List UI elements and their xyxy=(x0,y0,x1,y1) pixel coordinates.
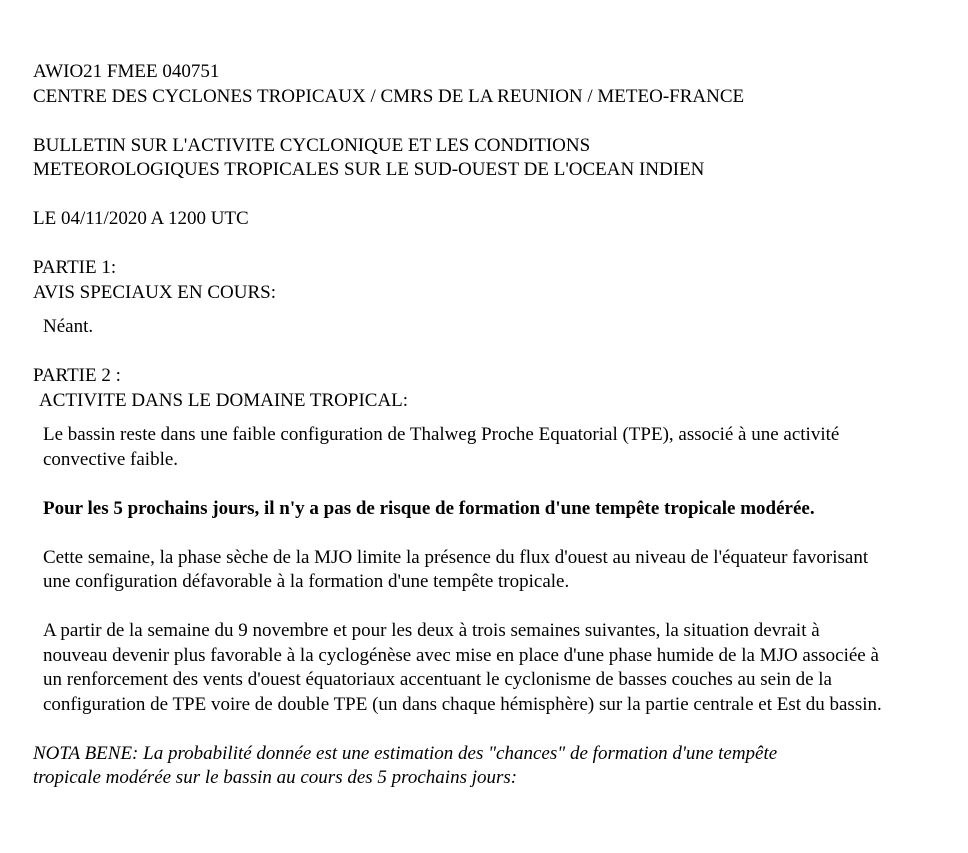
part2-paragraph-mjo-dry: Cette semaine, la phase sèche de la MJO limite la présence du flux d'ouest au niveau de l'équateur favorisant une configuration défavorable à la formation d'une tempête tropicale. xyxy=(43,546,869,592)
part1-heading: PARTIE 1: xyxy=(33,257,117,278)
part1-content: Néant. xyxy=(43,316,94,337)
bulletin-code: AWIO21 FMEE 040751 xyxy=(33,61,220,82)
part2-paragraph-forecast: Pour les 5 prochains jours, il n'y a pas de risque de formation d'une tempête tropicale modérée. xyxy=(43,497,815,519)
part1-subheading: AVIS SPECIAUX EN COURS: xyxy=(33,281,277,303)
part2-heading: PARTIE 2 : xyxy=(33,365,121,386)
part2-paragraph-basin: Le bassin reste dans une faible configuration de Thalweg Proche Equatorial (TPE), associé à une activité convective faible. xyxy=(43,424,840,470)
nota-bene-line-2: tropicale modérée sur le bassin au cours des 5 prochains jours: xyxy=(33,767,518,788)
part2-paragraph-outlook: A partir de la semaine du 9 novembre et pour les deux à trois semaines suivantes, la situation devrait à nouveau devenir plus favorable à la cyclogénèse avec mise en place d'une phase humide de la MJO associée à un renforcement des vents d'ouest équatoriaux accentuant le cyclonisme de basses couches au sein de la configuration de TPE voire de double TPE (un dans chaque hémisphère) sur la partie centrale et Est du bassin. xyxy=(43,620,882,715)
bulletin-title-line-1: BULLETIN SUR L'ACTIVITE CYCLONIQUE ET LES CONDITIONS xyxy=(33,134,591,156)
bulletin-date: LE 04/11/2020 A 1200 UTC xyxy=(33,208,249,229)
bulletin-document xyxy=(33,60,933,791)
bulletin-title-line-2: METEOROLOGIQUES TROPICALES SUR LE SUD-OUEST DE L'OCEAN INDIEN xyxy=(33,159,705,180)
issuing-center: CENTRE DES CYCLONES TROPICAUX / CMRS DE LA REUNION / METEO-FRANCE xyxy=(33,85,745,107)
nota-bene-line-1: NOTA BENE: La probabilité donnée est une estimation des "chances" de formation d'une tempête xyxy=(33,742,778,764)
part2-subheading: ACTIVITE DANS LE DOMAINE TROPICAL: xyxy=(39,389,409,411)
